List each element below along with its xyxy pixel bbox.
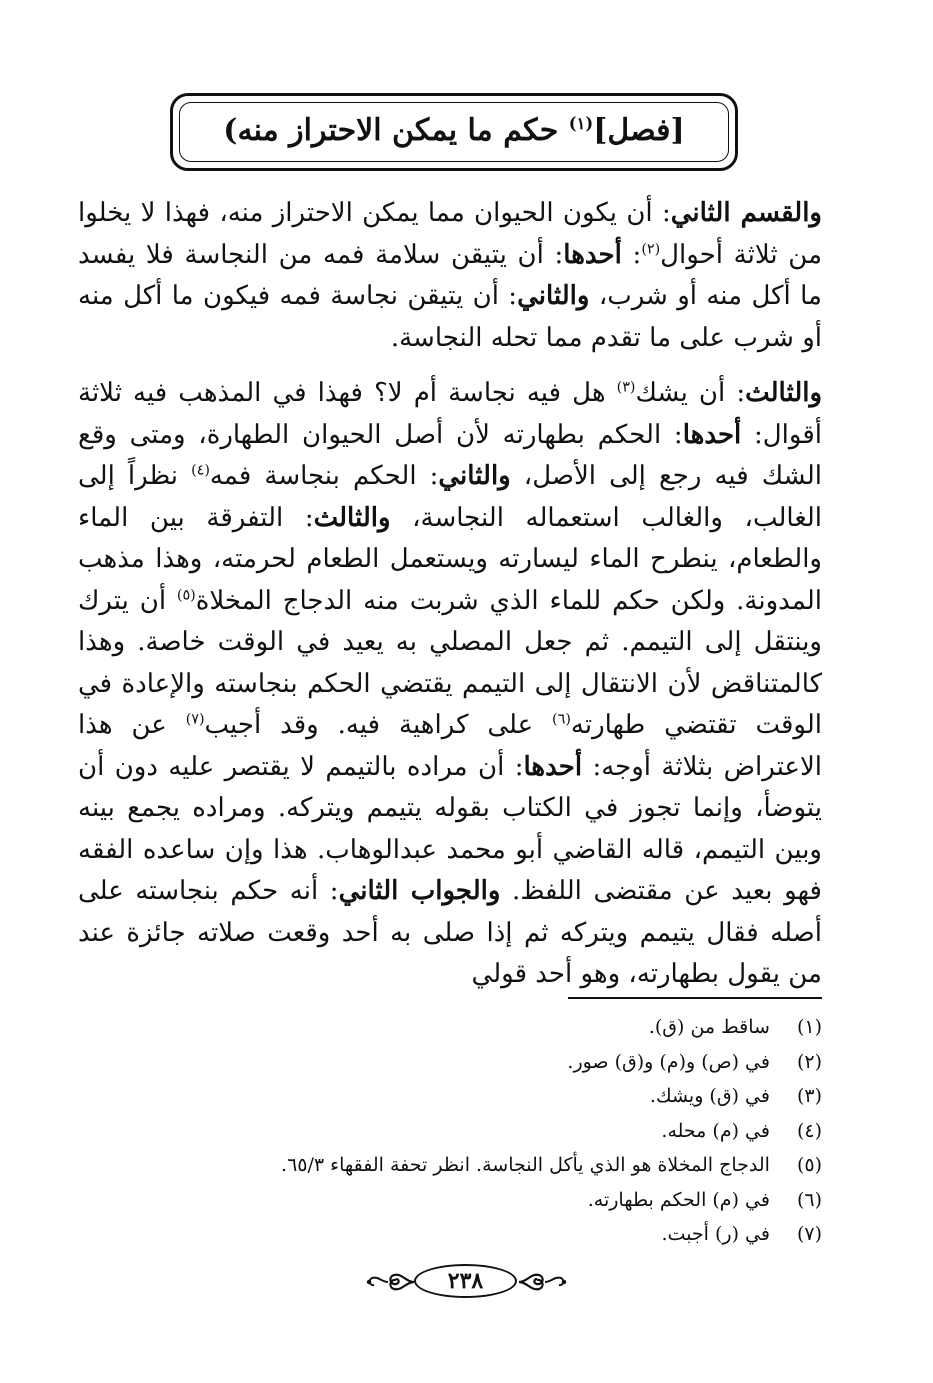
- heading-footnote-ref: (١): [568, 114, 594, 133]
- paragraph-1: [78, 193, 822, 359]
- footnote: [180, 1045, 822, 1080]
- text-run: : الحكم بنجاسة فمه: [209, 461, 439, 491]
- footnote-number: (٢): [796, 1050, 822, 1073]
- right-flourish-icon: [517, 1269, 567, 1295]
- footnote-text: في (ق) ويشك.: [649, 1085, 770, 1107]
- footnote-ref: (٣): [616, 379, 636, 396]
- footnote-number: (٤): [796, 1119, 822, 1142]
- footnote-ref: (٥): [176, 586, 196, 603]
- text-run: : أن يتيقن سلامة فمه من النجاسة فلا يفسد ما أكل منه أو شرب،: [78, 239, 822, 311]
- bold-term: أحدها: [563, 239, 622, 270]
- footnote-number: (١): [796, 1016, 822, 1038]
- paragraph-2: [78, 373, 822, 996]
- footnote: [180, 1148, 822, 1183]
- text-run: : أن يتيقن نجاسة فمه فيكون ما أكل منه أو شرب على ما تقدم مما تحله النجاسة.: [78, 281, 822, 353]
- footnotes-list: [180, 1010, 822, 1252]
- footnote-ref: (٢): [641, 240, 661, 257]
- text-run: : أن يشك: [635, 378, 746, 408]
- chapter-heading-frame: [170, 93, 738, 171]
- footnote: [180, 1010, 822, 1045]
- text-run: : التفرقة بين الماء والطعام، ينطرح الماء ليسارته ويستعمل الطعام لحرمته، وهذا مذهب المدونة. ولكن حكم للماء الذي شربت منه الدجاج المخلاة: [78, 502, 822, 616]
- text-run: : الحكم بطهارته لأن أصل الحيوان الطهارة، ومتى وقع الشك فيه رجع إلى الأصل،: [78, 419, 822, 491]
- footnote: [180, 1217, 822, 1252]
- footnote-number: (٦): [796, 1188, 822, 1211]
- body-text: [78, 193, 822, 996]
- heading-bracket-word: [فصل]: [593, 113, 685, 148]
- footnote-separator: [568, 997, 822, 999]
- footnote: [180, 1114, 822, 1149]
- text-run: : أن يكون الحيوان مما يمكن الاحتراز منه، فهذا لا يخلوا من ثلاثة أحوال: [78, 198, 823, 270]
- bold-term: أحدها: [523, 751, 583, 782]
- section-lead: والقسم الثاني: [670, 198, 822, 228]
- footnote-ref: (٦): [552, 711, 571, 728]
- footnote: [180, 1079, 822, 1114]
- text-run: : أن مراده بالتيمم لا يقتصر عليه دون أن يتوضأ، وإنما تجوز في الكتاب بقوله يتيمم ويتركه. ومراده يجمع بينه وبين التيمم، قاله القاضي أبو محمد عبدالوهاب. هذا وإن ساعده الفقه فهو بعيد عن مقتضى اللفظ.: [78, 751, 822, 906]
- text-run: أن يترك وينتقل إلى التيمم. ثم جعل المصلي به يعيد في الوقت خاصة. وهذا كالمتناقض لأن الانتقال إلى التيمم يقتضي الحكم بنجاسته والإعادة في الوقت تقتضي طهارته: [78, 585, 823, 740]
- text-run: نظراً إلى الغالب، والغالب استعماله النجاسة،: [78, 461, 823, 533]
- section-lead: والثالث: [745, 378, 823, 408]
- footnote-number: (٣): [796, 1085, 822, 1107]
- text-run: هل فيه نجاسة أم لا؟ فهذا في المذهب فيه ثلاثة أقوال:: [78, 378, 822, 450]
- text-run: : أنه حكم بنجاسته على أصله فقال يتيمم ويتركه ثم إذا صلى به أحد وقعت صلاته جائزة عند من يقول بطهارته، وهو أحد قولي: [78, 876, 822, 989]
- chapter-heading: [170, 106, 738, 156]
- page-number-ornament: [366, 1261, 567, 1303]
- bold-term: والجواب الثاني: [338, 876, 501, 906]
- footnote: [180, 1183, 822, 1218]
- text-run: عن هذا الاعتراض بثلاثة أوجه:: [78, 710, 822, 782]
- bold-term: والثاني: [517, 281, 590, 311]
- page-number: ٢٣٨: [414, 1264, 517, 1298]
- bold-term: والثاني: [438, 461, 511, 491]
- bold-term: أحدها: [682, 419, 742, 450]
- footnote-text: في (م) الحكم بطهارته.: [587, 1188, 770, 1211]
- left-flourish-icon: [366, 1269, 416, 1295]
- footnote-number: (٧): [796, 1223, 822, 1245]
- footnote-text: ساقط من (ق).: [648, 1016, 770, 1038]
- text-run: على كراهية فيه. وقد أجيب: [204, 710, 553, 740]
- footnote-text: في (ص) و(م) و(ق) صور.: [567, 1050, 770, 1073]
- text-run: :: [621, 239, 642, 270]
- footnote-text: الدجاج المخلاة هو الذي يأكل النجاسة. انظر تحفة الفقهاء ٦٥/٣.: [281, 1154, 770, 1176]
- footnote-text: في (م) محله.: [661, 1119, 770, 1142]
- footnote-ref: (٧): [185, 711, 205, 728]
- footnote-text: في (ر) أجبت.: [661, 1223, 770, 1245]
- heading-title: حكم ما يمكن الاحتراز منه): [223, 113, 569, 148]
- bold-term: والثالث: [313, 502, 391, 533]
- footnote-ref: (٤): [191, 462, 210, 479]
- footnote-number: (٥): [796, 1154, 822, 1176]
